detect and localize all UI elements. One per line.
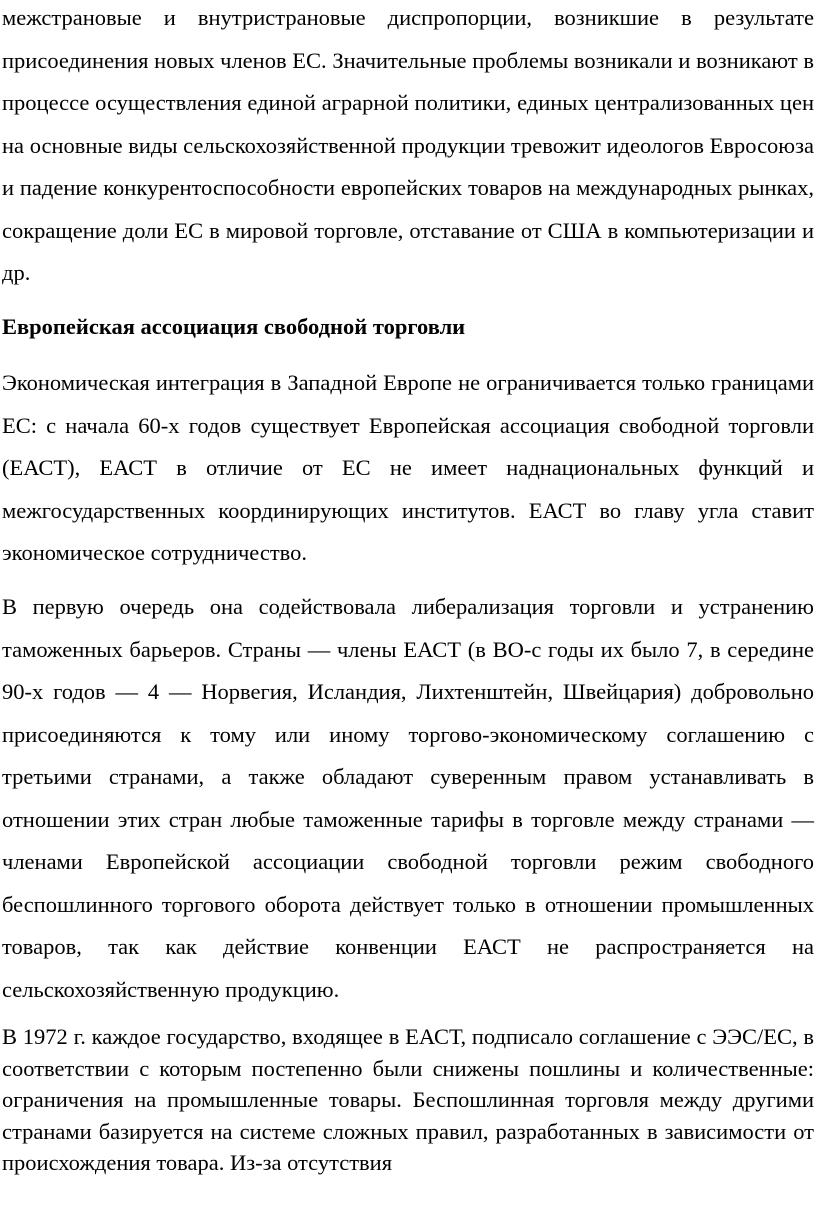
paragraph-trade-liberalization: В первую очередь она содействовала либерализация торговли и устранению таможенных барьеров. Страны — члены ЕАСТ (в ВО-с годы их было 7, в середине 90-х годов — 4 — Норвегия, Исландия, Лихтенштейн, Швейцария) добровольно присоединяются к тому или иному торгово-экономическому соглашению с третьими странами, а также обладают суверенным правом устанавливать в отношении этих стран любые таможенные тарифы в торговле между странами — членами Европейской ассоциации свободной торговли режим свободного беспошлинного торгового оборота действует только в отношении промышленных товаров, так как действие конвенции ЕАСТ не распространяется на сельскохозяйственную продукцию.: [2, 594, 814, 1002]
paragraph-economic-integration: Экономическая интеграция в Западной Европе не ограничивается только границами ЕС: с начала 60-х годов существует Европейская ассоциация свободной торговли (ЕАСТ), ЕАСТ в отличие от ЕС не имеет наднациональных функций и межгосударственных координирующих институтов. ЕАСТ во главу угла ставит экономическое сотрудничество.: [2, 370, 814, 565]
section-heading-efta: Европейская ассоциация свободной торговли: [2, 314, 466, 339]
paragraph-disproportions: межстрановые и внутристрановые диспропорции, возникшие в результате присоединения новых членов ЕС. Значительные проблемы возникали и возникают в процессе осуществления единой аграрной политики, единых централизованных цен на основные виды сельскохозяйственной продукции тревожит идеологов Евросоюза и падение конкурентоспособности европейских товаров на международных рынках, сокращение доли ЕС в мировой торговле, отставание от США в компьютеризации и др.: [2, 5, 814, 285]
paragraph-1972-agreement: В 1972 г. каждое государство, входящее в ЕАСТ, подписало соглашение с ЭЭС/ЕС, в соответствии с которым постепенно были снижены пошлины и количественные: ограничения на промышленные товары. Беспошлинная торговля между другими странами базируется на системе сложных правил, разработанных в зависимости от происхождения товара. Из-за отсутствия: [2, 1024, 814, 1175]
